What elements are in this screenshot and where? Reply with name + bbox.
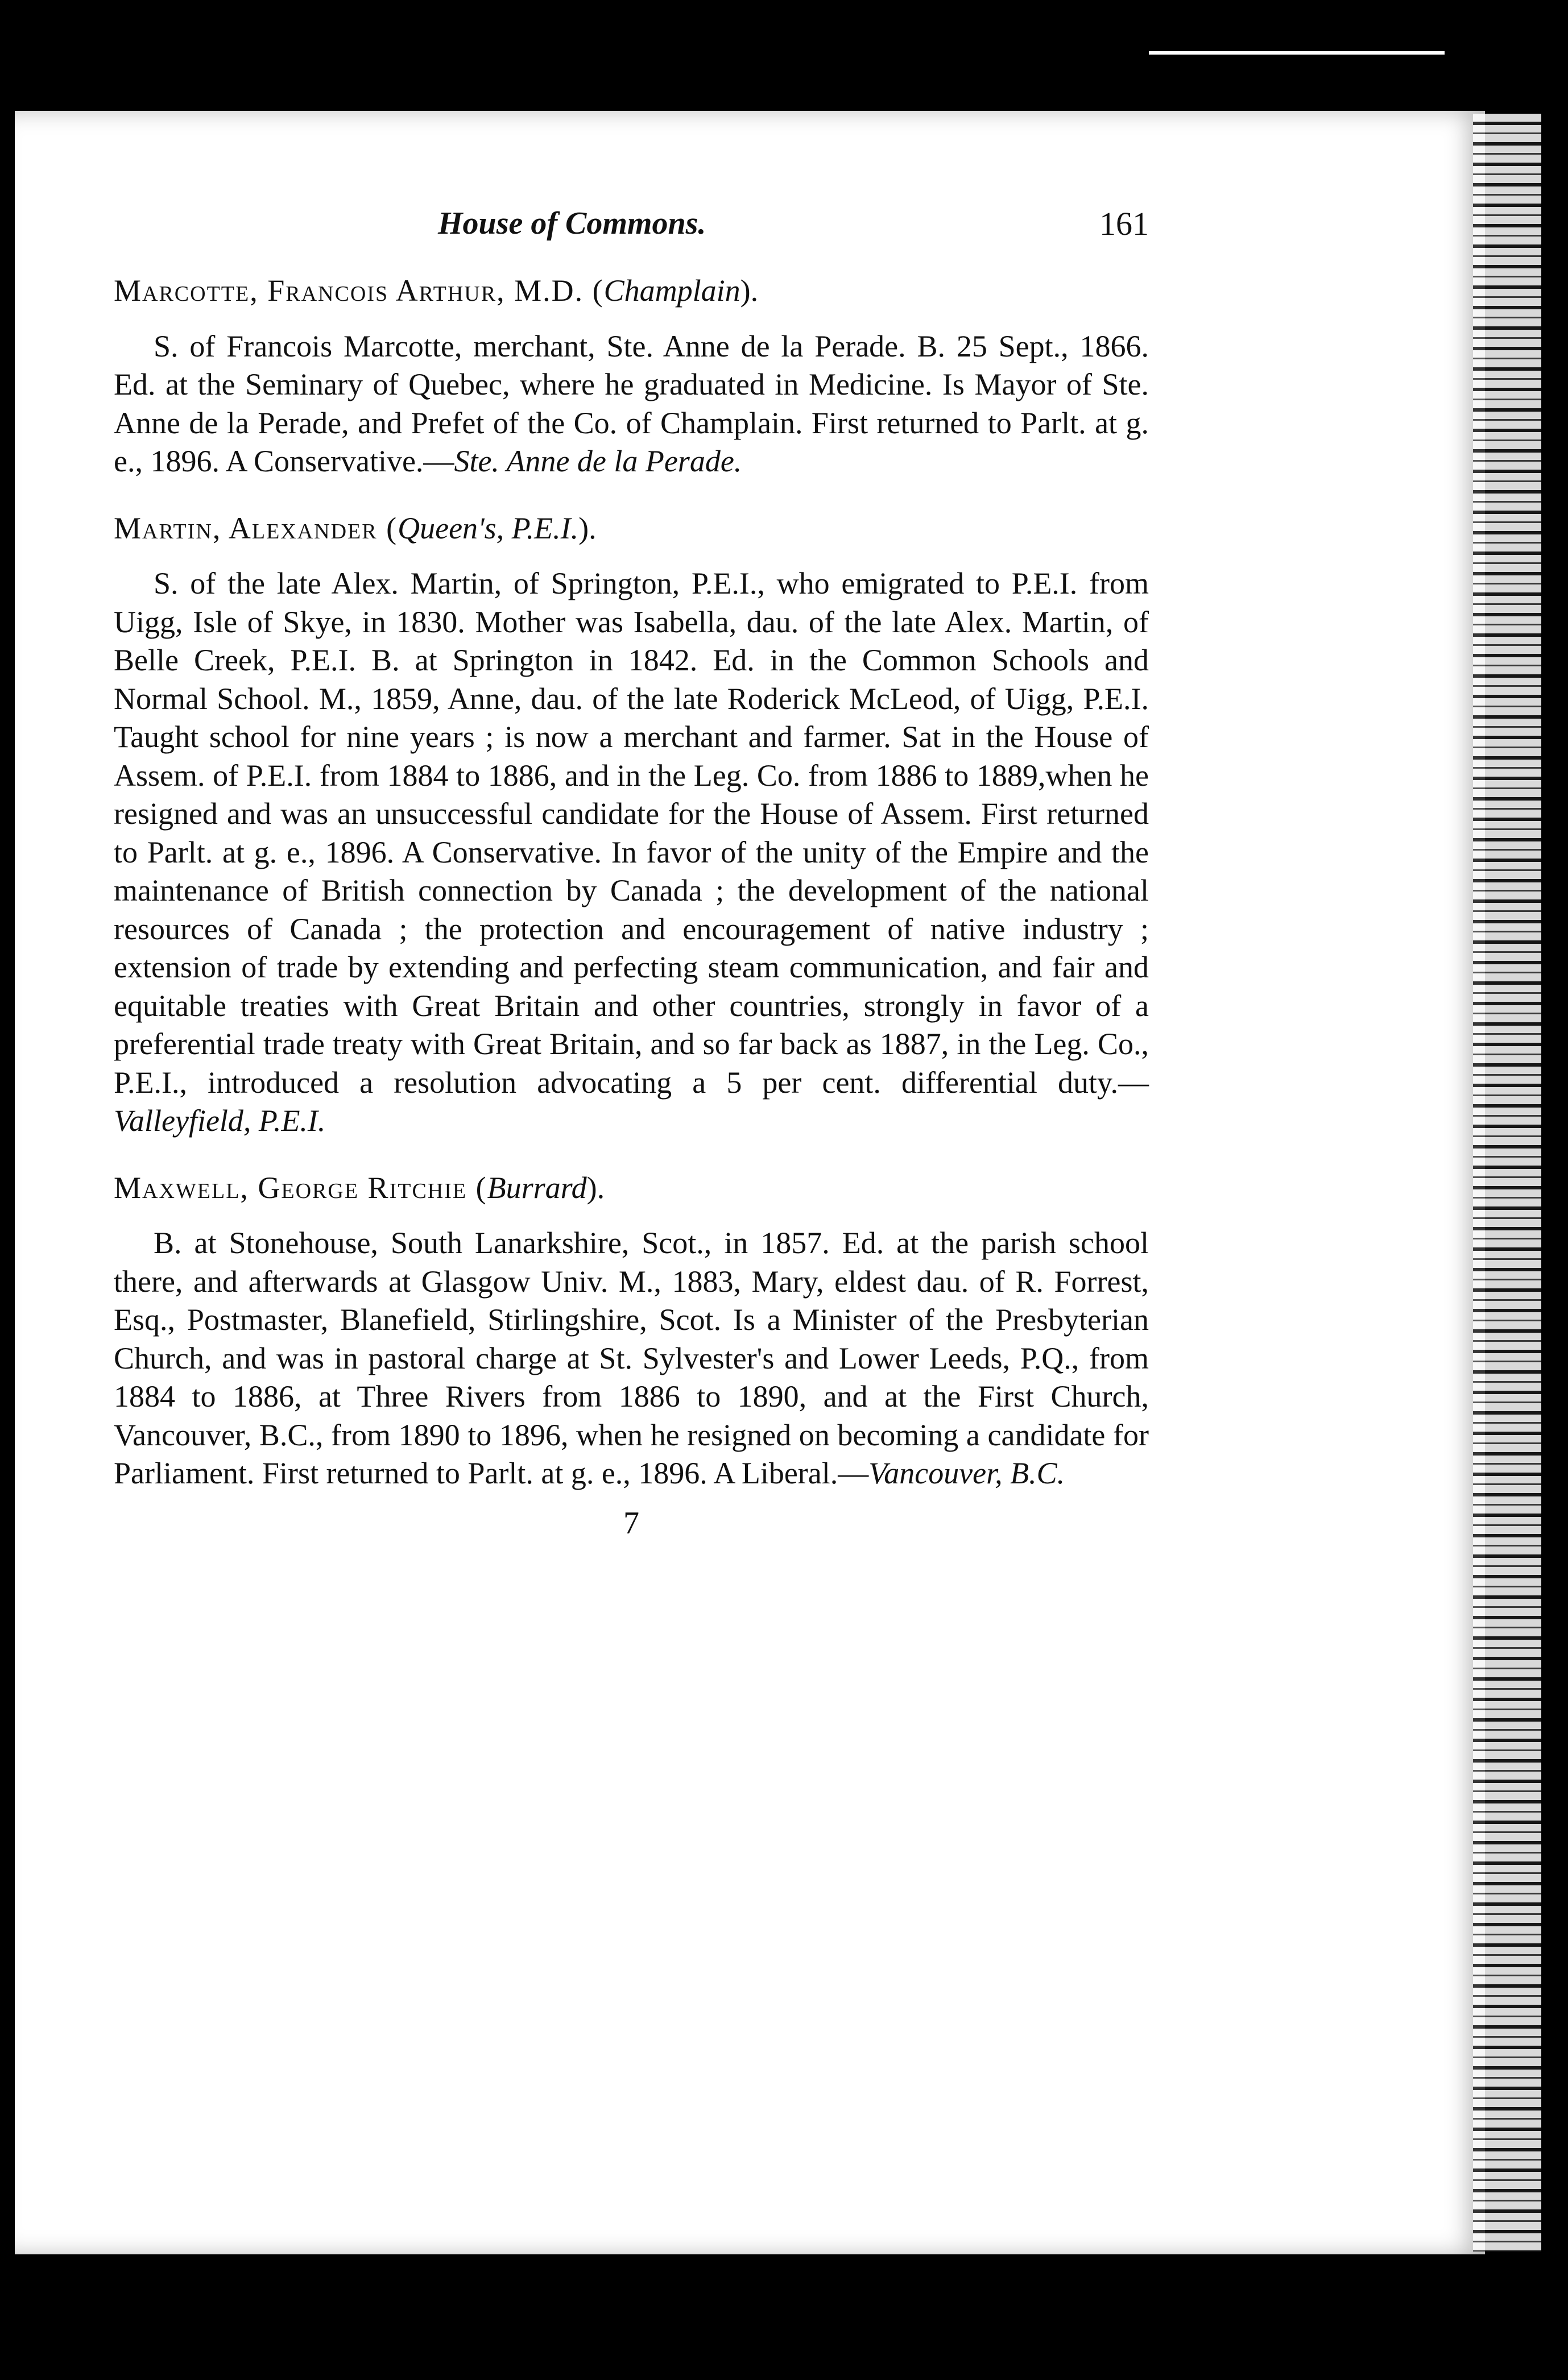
- entry-heading-close: ).: [578, 511, 597, 545]
- entry-surname: Maxwell: [114, 1170, 241, 1205]
- entry-biography: B. at Stonehouse, South Lanarkshire, Scot., in 1857. Ed. at the parish school there, and afterwards at Glasgow Univ. M., 1883, Mary, eldest dau. of R. Forrest, Esq., Postmaster, Blanefield, Stirlingshire, Scot. Is a Minister of the Presbyterian Church, and was in pastoral charge at St. Sylvester's and Lower Leeds, P.Q., from 1884 to 1886, at Three Rivers from 1886 to 1890, and at the First Church, Vancouver, B.C., from 1890 to 1896, when he resigned on becoming a candidate for Parliament. First returned to Parlt. at g. e., 1896. A Liberal.—: [114, 1226, 1149, 1490]
- entry-body: [114, 327, 1149, 481]
- entry-biography: S. of the late Alex. Martin, of Springton, P.E.I., who emigrated to P.E.I. from Uigg, Isle of Skye, in 1830. Mother was Isabella, dau. of the late Alex. Martin, of Belle Creek, P.E.I. B. at Springton in 1842. Ed. in the Common Schools and Normal School. M., 1859, Anne, dau. of the late Roderick McLeod, of Uigg, P.E.I. Taught school for nine years ; is now a merchant and farmer. Sat in the House of Assem. of P.E.I. from 1884 to 1886, and in the Leg. Co. from 1886 to 1889,when he resigned and was an unsuccessful candidate for the House of Assem. First returned to Parlt. at g. e., 1896. A Conservative. In favor of the unity of the Empire and the maintenance of British connection by Canada ; the development of the national resources of Canada ; the protection and encouragement of native industry ; extension of trade by extending and perfecting steam communication, and fair and equitable treaties with Great Britain and other countries, strongly in favor of a preferential trade treaty with Great Britain, and so far back as 1887, in the Leg. Co., P.E.I., introduced a resolution advocating a 5 per cent. differential duty.—: [114, 566, 1149, 1100]
- entry-heading: [114, 509, 1149, 548]
- entry-residence: Ste. Anne de la Perade.: [454, 444, 742, 478]
- entry-residence: Vancouver, B.C.: [868, 1456, 1065, 1490]
- entry-given-names: , Francois Arthur, M.D. (: [250, 273, 604, 308]
- entry-body: [114, 1224, 1149, 1493]
- entry-riding: Burrard: [487, 1170, 587, 1205]
- running-head: [114, 205, 1149, 256]
- entry-riding: Champlain: [603, 273, 740, 308]
- entry-given-names: , Alexander (: [212, 511, 398, 545]
- entry-martin: [114, 509, 1149, 1141]
- entry-heading-close: ).: [586, 1170, 605, 1205]
- scan-edge-line: [1149, 51, 1445, 55]
- page-number: 161: [1099, 205, 1149, 242]
- entry-heading-close: ).: [740, 273, 759, 308]
- entry-heading: [114, 272, 1149, 310]
- running-head-title: House of Commons.: [438, 206, 706, 241]
- entry-marcotte: [114, 272, 1149, 481]
- entry-biography: S. of Francois Marcotte, merchant, Ste. Anne de la Perade. B. 25 Sept., 1866. Ed. at the Seminary of Quebec, where he graduated in Medicine. Is Mayor of Ste. Anne de la Perade, and Prefet of the Co. of Champlain. First returned to Parlt. at g. e., 1896. A Conservative.—: [114, 329, 1149, 478]
- page-text: [114, 205, 1149, 1543]
- page-edge-stack: [1473, 114, 1541, 2252]
- signature-mark: 7: [623, 1505, 639, 1541]
- entry-surname: Martin: [114, 511, 213, 545]
- entry-given-names: , George Ritchie (: [240, 1170, 487, 1205]
- entry-heading: [114, 1169, 1149, 1208]
- entry-residence: Valleyfield, P.E.I.: [114, 1104, 326, 1138]
- entry-body: [114, 565, 1149, 1141]
- entry-maxwell: [114, 1169, 1149, 1493]
- entry-surname: Marcotte: [114, 273, 250, 308]
- entry-riding: Queen's, P.E.I.: [398, 511, 579, 545]
